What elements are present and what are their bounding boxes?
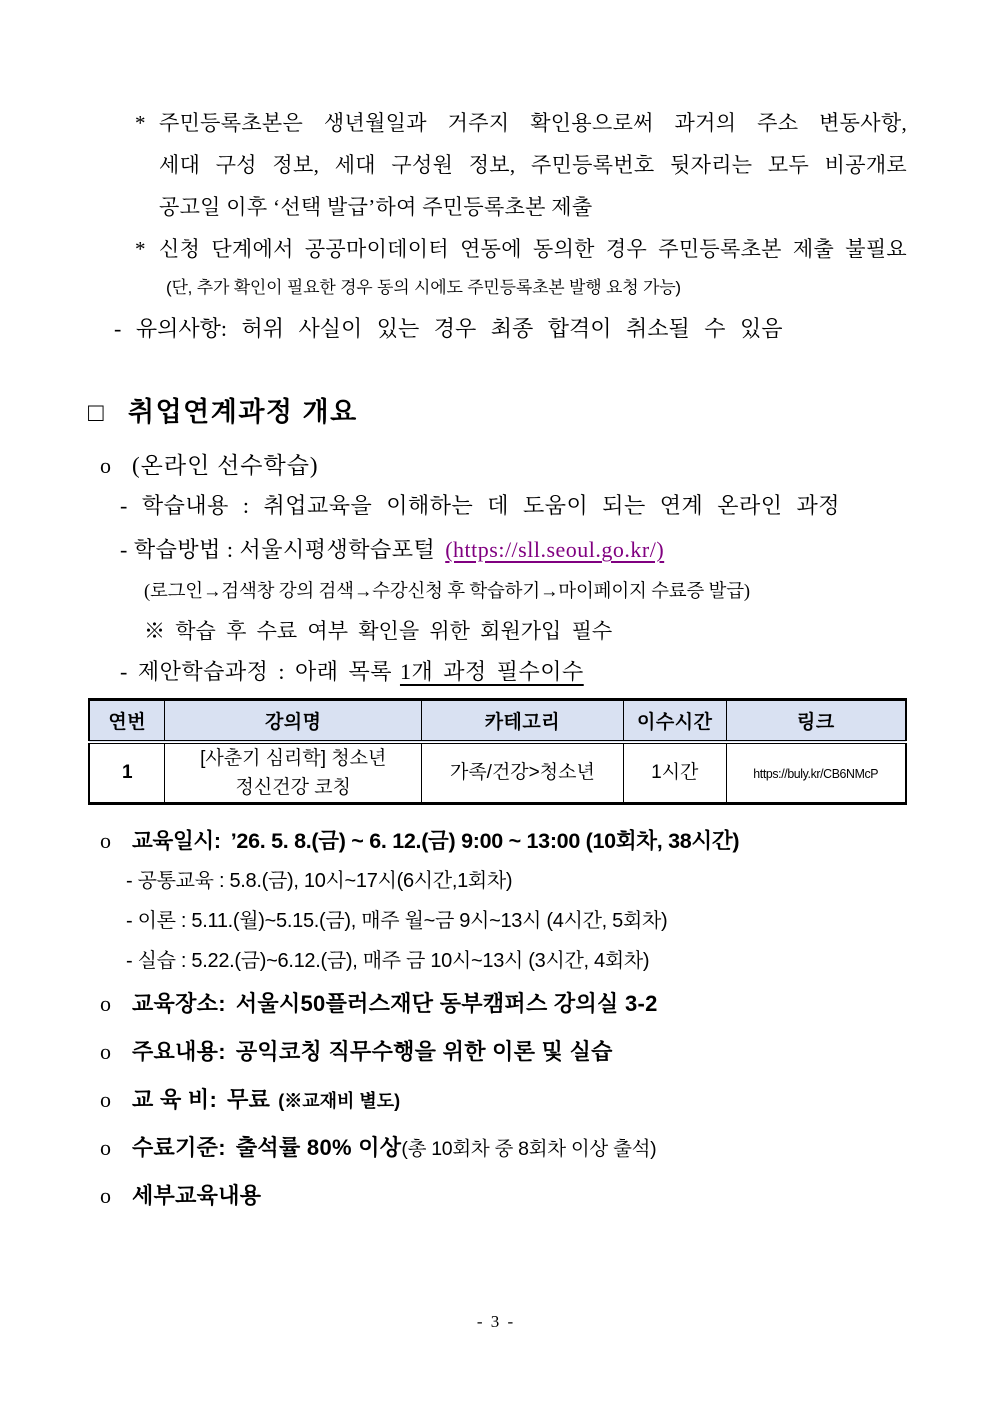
detail-line	[100, 1173, 907, 1218]
criteria-value: 출석률 80% 이상	[235, 1135, 402, 1160]
asterisk-bullet: *	[135, 237, 146, 261]
cell-category: 가족/건강>청소년	[422, 742, 624, 804]
fee-line	[100, 1077, 907, 1125]
schedule-sub-practice: - 실습 : 5.22.(금)~6.12.(금), 매주 금 10시~13시 (3시간, 4회차)	[126, 950, 650, 972]
circle-bullet: o	[100, 828, 111, 853]
section-heading	[88, 392, 907, 432]
main-content-label: 주요내용:	[132, 1039, 226, 1064]
seoul-learning-portal-link[interactable]: (https://sll.seoul.go.kr/)	[445, 537, 665, 562]
course-name-line1: [사춘기 심리학] 청소년	[200, 747, 387, 769]
schedule-label: 교육일시:	[132, 829, 221, 853]
online-prelearning-title	[100, 448, 907, 484]
cell-course-name	[165, 742, 422, 804]
page-number: - 3 -	[476, 1312, 516, 1331]
proposed-course-text: - 제안학습과정 : 아래 목록	[120, 659, 392, 684]
criteria-note: (총 10회차 중 8회차 이상 출석)	[401, 1138, 657, 1160]
table-header-row	[89, 700, 906, 742]
circle-bullet: o	[100, 1183, 111, 1208]
course-name-line2: 정신건강 코칭	[235, 776, 351, 798]
col-header-link: 링크	[726, 700, 906, 742]
proposed-course-line	[120, 650, 907, 694]
membership-required-note: ※ 학습 후 수료 여부 확인을 위한 회원가입 필수	[144, 619, 613, 643]
circle-bullet: o	[100, 991, 111, 1016]
place-label: 교육장소:	[132, 991, 226, 1016]
circle-bullet: o	[100, 453, 112, 478]
learning-method-line	[120, 528, 907, 572]
fee-note: (※교재비 별도)	[278, 1091, 401, 1111]
note-resident-register	[135, 102, 907, 228]
learning-method-text: - 학습방법 : 서울시평생학습포털	[120, 537, 436, 562]
main-content-value: 공익코칭 직무수행을 위한 이론 및 실습	[235, 1039, 613, 1064]
circle-bullet: o	[100, 1039, 111, 1064]
learning-content-line: - 학습내용 : 취업교육을 이해하는 데 도움이 되는 연계 온라인 과정	[120, 493, 840, 518]
login-steps-note: (로그인→검색창 강의 검색→수강신청 후 학습하기→마이페이지 수료증 발급)	[144, 582, 750, 602]
main-content-line	[100, 1029, 907, 1077]
criteria-line	[100, 1125, 907, 1173]
cell-no: 1	[121, 762, 133, 784]
col-header-category: 카테고리	[422, 700, 624, 742]
cell-hours: 1시간	[623, 742, 726, 804]
note-line: 세대 구성 정보, 세대 구성원 정보, 주민등록번호 뒷자리는 모두 비공개로	[159, 153, 907, 177]
place-value: 서울시50플러스재단 동부캠퍼스 강의실 3-2	[235, 991, 658, 1016]
note-line: 공고일 이후 ‘선택 발급’하여 주민등록초본 제출	[159, 195, 593, 219]
col-header-hours: 이수시간	[623, 700, 726, 742]
square-bullet-icon: □	[88, 397, 104, 427]
fee-value: 무료	[227, 1087, 271, 1112]
note-line: 주민등록초본은 생년월일과 거주지 확인용으로써 과거의 주소 변동사항,	[159, 111, 907, 135]
online-title-text: (온라인 선수학습)	[132, 453, 319, 478]
caution-line: - 유의사항: 허위 사실이 있는 경우 최종 합격이 취소될 수 있음	[114, 316, 783, 341]
required-course-underlined: 1개 과정 필수이수	[399, 659, 584, 684]
note-mydata	[135, 228, 907, 270]
col-header-name: 강의명	[165, 700, 422, 742]
asterisk-bullet: *	[135, 111, 146, 135]
schedule-sub-theory: - 이론 : 5.11.(월)~5.15.(금), 매주 월~금 9시~13시 (4시간, 5회차)	[126, 910, 668, 932]
circle-bullet: o	[100, 1087, 111, 1112]
schedule-sub-common: - 공통교육 : 5.8.(금), 10시~17시(6시간,1회차)	[126, 870, 513, 892]
cell-link	[726, 742, 906, 804]
section-title: 취업연계과정 개요	[128, 397, 358, 427]
criteria-label: 수료기준:	[132, 1135, 226, 1160]
schedule-line	[100, 821, 907, 861]
detail-label: 세부교육내용	[132, 1183, 262, 1208]
circle-bullet: o	[100, 1135, 111, 1160]
fee-label: 교 육 비:	[132, 1087, 218, 1112]
course-link[interactable]: https://buly.kr/CB6NMcP	[753, 765, 879, 781]
note-mydata-sub: (단, 추가 확인이 필요한 경우 동의 시에도 주민등록초본 발행 요청 가능)	[166, 278, 681, 297]
note-line: 신청 단계에서 공공마이데이터 연동에 동의한 경우 주민등록초본 제출 불필요	[159, 237, 907, 261]
col-header-no: 연번	[89, 700, 165, 742]
table-row	[89, 742, 906, 804]
place-line	[100, 981, 907, 1029]
schedule-value: ’26. 5. 8.(금) ~ 6. 12.(금) 9:00 ~ 13:00 (10회차, 38시간)	[230, 829, 740, 853]
course-table	[88, 698, 907, 805]
